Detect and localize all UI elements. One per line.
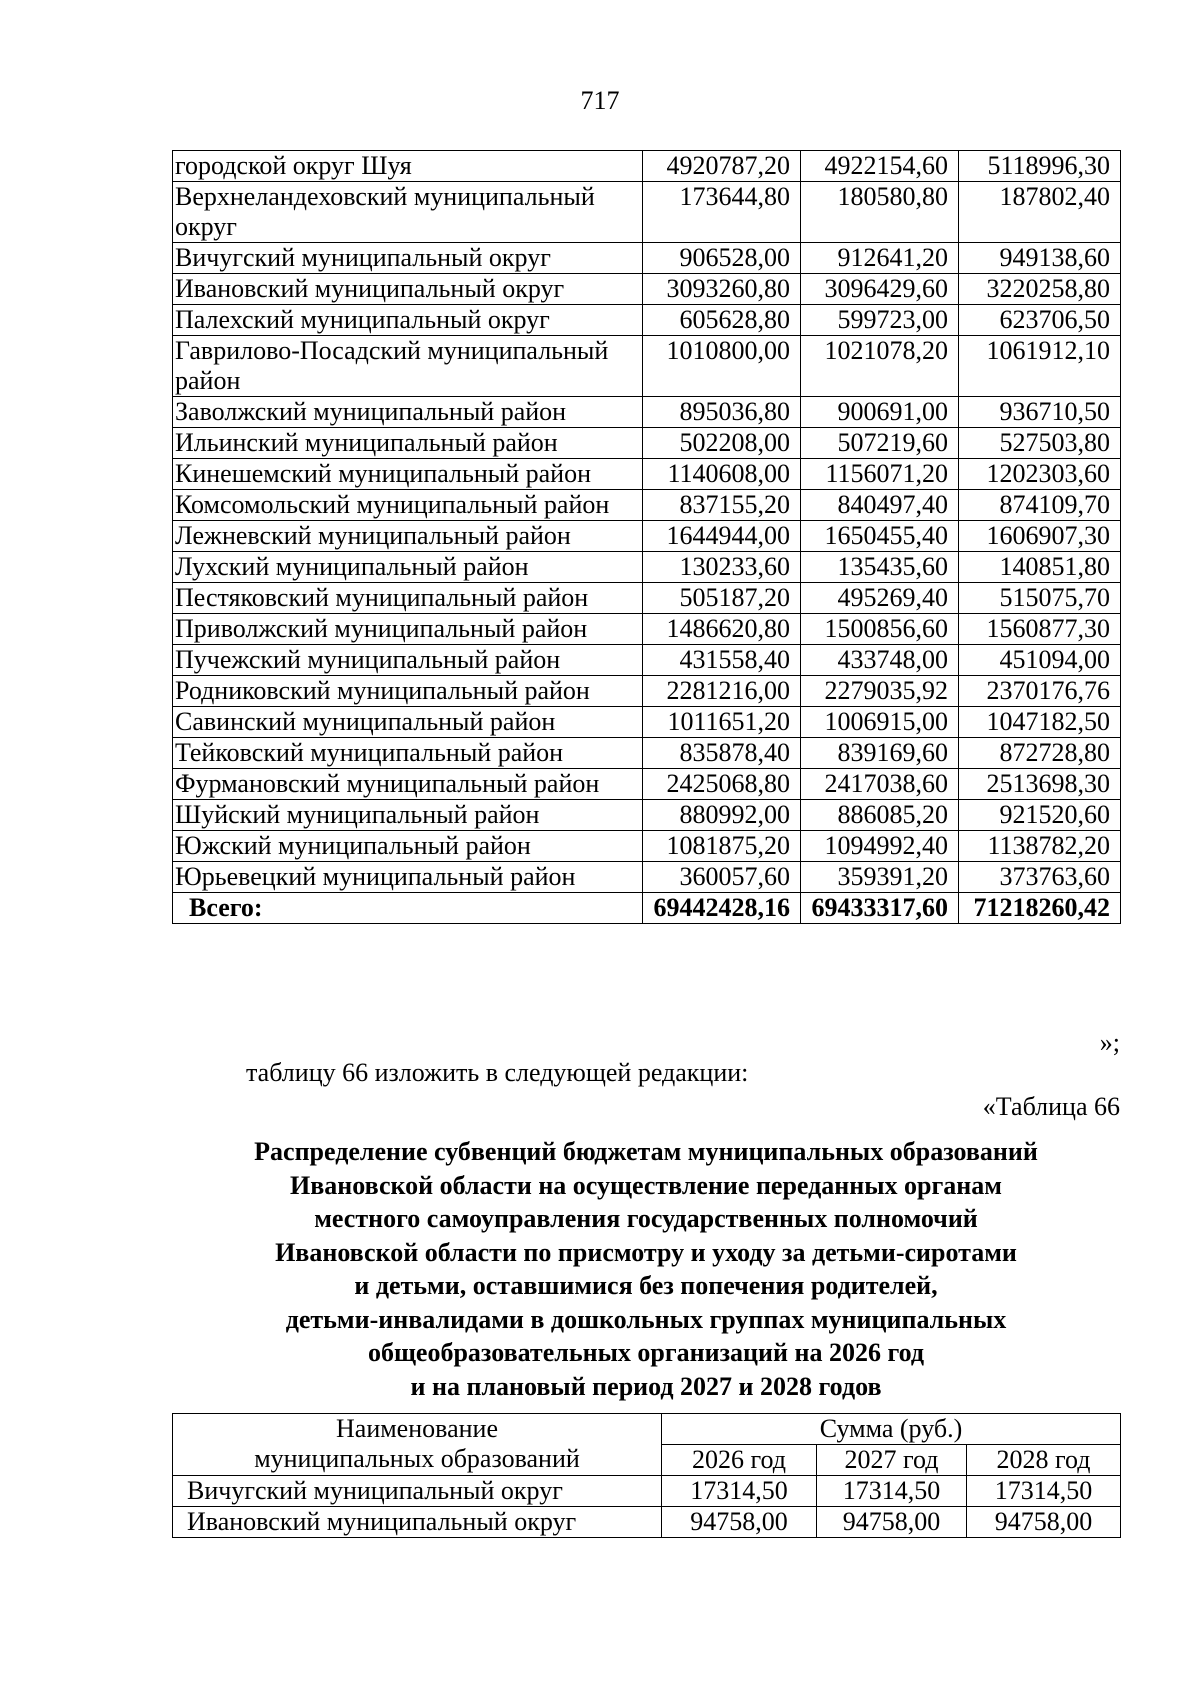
municipality-name: Юрьевецкий муниципальный район [173, 862, 643, 893]
value-2026: 94758,00 [662, 1507, 817, 1538]
heading-line: общеобразовательных организаций на 2026 год [367, 1338, 925, 1367]
value-2027: 433748,00 [801, 645, 959, 676]
table-label: «Таблица 66 [982, 1092, 1120, 1121]
value-2027: 886085,20 [801, 800, 959, 831]
value-2028: 527503,80 [959, 428, 1121, 459]
municipality-name: Вичугский муниципальный округ [173, 243, 643, 274]
municipality-name: Ивановский муниципальный округ [173, 274, 643, 305]
municipality-name: Лежневский муниципальный район [173, 521, 643, 552]
table-row [173, 428, 1121, 459]
value-2027: 1021078,20 [801, 336, 959, 397]
table-row [173, 336, 1121, 397]
table-row [173, 182, 1121, 243]
table-row [173, 1507, 1121, 1538]
municipality-name: Родниковский муниципальный район [173, 676, 643, 707]
value-2026: 2425068,80 [643, 769, 801, 800]
value-2026: 4920787,20 [643, 151, 801, 182]
table-row [173, 274, 1121, 305]
value-2027: 2417038,60 [801, 769, 959, 800]
value-2026: 1081875,20 [643, 831, 801, 862]
value-2026: 505187,20 [643, 583, 801, 614]
value-2028: 623706,50 [959, 305, 1121, 336]
municipality-name: Тейковский муниципальный район [173, 738, 643, 769]
municipality-name: Кинешемский муниципальный район [173, 459, 643, 490]
column-header-name-line1: Наименование [336, 1414, 498, 1443]
amendment-instruction: таблицу 66 изложить в следующей редакции: [246, 1058, 749, 1087]
table-row [173, 707, 1121, 738]
value-2026: 502208,00 [643, 428, 801, 459]
value-2028: 451094,00 [959, 645, 1121, 676]
value-2026: 360057,60 [643, 862, 801, 893]
value-2027: 180580,80 [801, 182, 959, 243]
table-row [173, 800, 1121, 831]
total-2026: 69442428,16 [643, 893, 801, 924]
table-row [173, 862, 1121, 893]
total-row [173, 893, 1121, 924]
value-2028: 5118996,30 [959, 151, 1121, 182]
value-2028: 936710,50 [959, 397, 1121, 428]
table-row [173, 645, 1121, 676]
heading-line: детьми-инвалидами в дошкольных группах муниципальных [285, 1304, 1007, 1334]
value-2027: 1156071,20 [801, 459, 959, 490]
column-header-2027: 2027 год [817, 1445, 967, 1476]
value-2028: 1047182,50 [959, 707, 1121, 738]
value-2027: 4922154,60 [801, 151, 959, 182]
value-2027: 599723,00 [801, 305, 959, 336]
table-row [173, 151, 1121, 182]
municipality-name: Ивановский муниципальный округ [173, 1507, 662, 1538]
value-2026: 1011651,20 [643, 707, 801, 738]
value-2028: 373763,60 [959, 862, 1121, 893]
table-row [173, 614, 1121, 645]
value-2026: 17314,50 [662, 1476, 817, 1507]
value-2027: 2279035,92 [801, 676, 959, 707]
municipality-name: Пучежский муниципальный район [173, 645, 643, 676]
value-2027: 900691,00 [801, 397, 959, 428]
total-2027: 69433317,60 [801, 893, 959, 924]
municipality-name: Комсомольский муниципальный район [173, 490, 643, 521]
heading-line: Распределение субвенций бюджетам муниципальных образований [254, 1137, 1038, 1166]
value-2028: 1560877,30 [959, 614, 1121, 645]
value-2027: 507219,60 [801, 428, 959, 459]
municipality-name: Палехский муниципальный округ [173, 305, 643, 336]
table-row [173, 397, 1121, 428]
table-row [173, 305, 1121, 336]
page-number: 717 [580, 86, 620, 115]
municipality-name: Фурмановский муниципальный район [173, 769, 643, 800]
value-2028: 2513698,30 [959, 769, 1121, 800]
table-heading [172, 1135, 1120, 1403]
value-2027: 1500856,60 [801, 614, 959, 645]
value-2026: 906528,00 [643, 243, 801, 274]
value-2028: 949138,60 [959, 243, 1121, 274]
value-2026: 431558,40 [643, 645, 801, 676]
value-2027: 359391,20 [801, 862, 959, 893]
municipality-name: Лухский муниципальный район [173, 552, 643, 583]
value-2028: 17314,50 [967, 1476, 1121, 1507]
value-2028: 515075,70 [959, 583, 1121, 614]
total-label: Всего: [173, 893, 643, 924]
municipality-name: Заволжский муниципальный район [173, 397, 643, 428]
municipality-name: Гаврилово-Посадский муниципальный район [173, 336, 643, 397]
table-66 [172, 1413, 1121, 1538]
total-2028: 71218260,42 [959, 893, 1121, 924]
table-row [173, 1476, 1121, 1507]
table-row [173, 738, 1121, 769]
municipality-name: Приволжский муниципальный район [173, 614, 643, 645]
value-2028: 187802,40 [959, 182, 1121, 243]
value-2026: 3093260,80 [643, 274, 801, 305]
value-2027: 135435,60 [801, 552, 959, 583]
value-2027: 839169,60 [801, 738, 959, 769]
table-row [173, 831, 1121, 862]
value-2028: 94758,00 [967, 1507, 1121, 1538]
value-2027: 1006915,00 [801, 707, 959, 738]
value-2026: 1140608,00 [643, 459, 801, 490]
column-header-2028: 2028 год [967, 1445, 1121, 1476]
table-row [173, 676, 1121, 707]
table-row [173, 583, 1121, 614]
value-2026: 173644,80 [643, 182, 801, 243]
column-header-sum: Сумма (руб.) [662, 1414, 1121, 1445]
value-2028: 1606907,30 [959, 521, 1121, 552]
value-2026: 835878,40 [643, 738, 801, 769]
value-2026: 1010800,00 [643, 336, 801, 397]
value-2026: 130233,60 [643, 552, 801, 583]
value-2027: 1094992,40 [801, 831, 959, 862]
municipality-name: Пестяковский муниципальный район [173, 583, 643, 614]
value-2028: 921520,60 [959, 800, 1121, 831]
table-header-row [173, 1414, 1121, 1445]
heading-line: и на плановый период 2027 и 2028 годов [410, 1371, 882, 1401]
heading-line: местного самоуправления государственных полномочий [314, 1204, 978, 1233]
value-2027: 17314,50 [817, 1476, 967, 1507]
column-header-name-line2: муниципальных образований [254, 1444, 580, 1473]
municipality-name: Вичугский муниципальный округ [173, 1476, 662, 1507]
value-2026: 1486620,80 [643, 614, 801, 645]
municipality-name: городской округ Шуя [173, 151, 643, 182]
municipality-name: Шуйский муниципальный район [173, 800, 643, 831]
municipality-name: Ильинский муниципальный район [173, 428, 643, 459]
value-2028: 872728,80 [959, 738, 1121, 769]
value-2028: 140851,80 [959, 552, 1121, 583]
value-2027: 94758,00 [817, 1507, 967, 1538]
heading-line: Ивановской области по присмотру и уходу за детьми-сиротами [275, 1237, 1017, 1267]
table-row [173, 459, 1121, 490]
value-2027: 840497,40 [801, 490, 959, 521]
value-2028: 2370176,76 [959, 676, 1121, 707]
value-2027: 1650455,40 [801, 521, 959, 552]
column-header-2026: 2026 год [662, 1445, 817, 1476]
value-2027: 495269,40 [801, 583, 959, 614]
value-2026: 1644944,00 [643, 521, 801, 552]
value-2027: 3096429,60 [801, 274, 959, 305]
heading-line: и детьми, оставшимися без попечения родителей, [354, 1271, 938, 1300]
column-header-name [173, 1414, 662, 1476]
table-row [173, 552, 1121, 583]
subvention-table-continuation [172, 150, 1121, 924]
value-2026: 605628,80 [643, 305, 801, 336]
value-2026: 837155,20 [643, 490, 801, 521]
table-row [173, 521, 1121, 552]
closing-quote: »; [1099, 1028, 1120, 1057]
value-2026: 2281216,00 [643, 676, 801, 707]
value-2028: 1202303,60 [959, 459, 1121, 490]
value-2028: 874109,70 [959, 490, 1121, 521]
table-row [173, 490, 1121, 521]
value-2028: 3220258,80 [959, 274, 1121, 305]
value-2028: 1061912,10 [959, 336, 1121, 397]
municipality-name: Савинский муниципальный район [173, 707, 643, 738]
value-2027: 912641,20 [801, 243, 959, 274]
value-2028: 1138782,20 [959, 831, 1121, 862]
value-2026: 895036,80 [643, 397, 801, 428]
table-row [173, 243, 1121, 274]
value-2026: 880992,00 [643, 800, 801, 831]
heading-line: Ивановской области на осуществление переданных органам [289, 1170, 1003, 1200]
municipality-name: Южский муниципальный район [173, 831, 643, 862]
municipality-name: Верхнеландеховский муниципальный округ [173, 182, 643, 243]
table-row [173, 769, 1121, 800]
